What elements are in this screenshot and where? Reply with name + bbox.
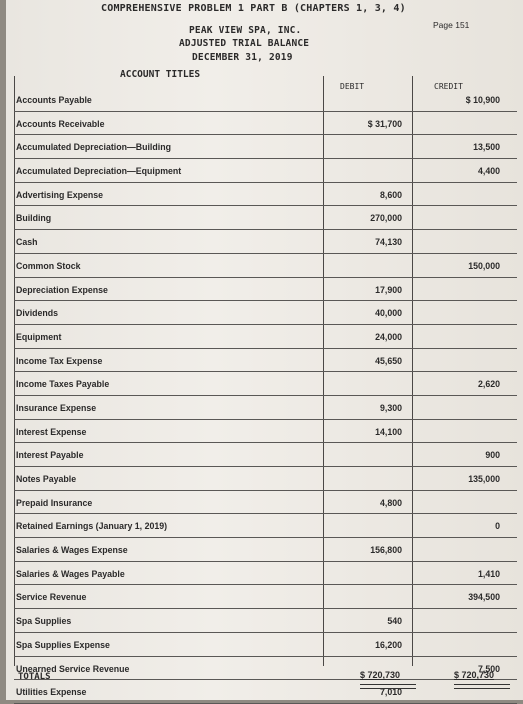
- table-row: [14, 491, 517, 515]
- table-header: [14, 69, 517, 91]
- account-name: Common Stock: [16, 260, 81, 271]
- account-name: Spa Supplies Expense: [16, 639, 110, 650]
- debit-amount: 7,010: [379, 687, 402, 698]
- account-name: Prepaid Insurance: [16, 497, 93, 508]
- account-name: Cash: [16, 237, 38, 248]
- statement-name: ADJUSTED TRIAL BALANCE: [179, 38, 310, 49]
- account-titles-header: ACCOUNT TITLES: [120, 69, 201, 80]
- account-name: Salaries & Wages Expense: [16, 545, 128, 556]
- table-row: [14, 349, 517, 373]
- account-name: Income Tax Expense: [16, 355, 103, 366]
- account-name: Spa Supplies: [16, 616, 72, 627]
- table-row: [14, 633, 517, 657]
- account-name: Service Revenue: [16, 592, 87, 603]
- totals-debit: $ 720,730: [360, 670, 401, 680]
- table-row: [14, 609, 517, 633]
- totals-row: [14, 664, 517, 694]
- debit-double-underline: [360, 684, 416, 689]
- account-name: Dividends: [16, 308, 59, 319]
- account-name: Accumulated Depreciation—Equipment: [16, 166, 182, 177]
- table-row: [14, 443, 517, 467]
- credit-amount: $ 10,900: [465, 95, 500, 105]
- account-name: Accumulated Depreciation—Building: [16, 142, 171, 153]
- table-row: [14, 325, 517, 349]
- table-body: [14, 88, 517, 704]
- debit-amount: $ 31,700: [367, 118, 402, 129]
- company-name: PEAK VIEW SPA, INC.: [189, 25, 302, 36]
- table-row: [14, 372, 517, 396]
- credit-amount: 2,620: [477, 379, 500, 390]
- trial-balance-table: [14, 69, 517, 704]
- credit-amount: 7,500: [477, 663, 500, 674]
- credit-amount: 150,000: [468, 260, 500, 271]
- table-row: [14, 562, 517, 586]
- debit-header: DEBIT: [340, 82, 365, 91]
- debit-amount: 45,650: [375, 355, 402, 366]
- debit-amount: 4,800: [379, 497, 402, 508]
- debit-amount: 17,900: [375, 284, 402, 295]
- debit-amount: 540: [387, 616, 402, 627]
- table-row: [14, 278, 517, 302]
- table-row: [14, 538, 517, 562]
- table-row: [14, 514, 517, 538]
- account-name: Accounts Payable: [16, 95, 92, 105]
- debit-amount: 156,800: [370, 545, 402, 556]
- debit-amount: 14,100: [375, 426, 402, 437]
- table-row: [14, 254, 517, 278]
- table-row: [14, 301, 517, 325]
- table-row: [14, 230, 517, 254]
- credit-amount: 13,500: [473, 142, 500, 153]
- credit-header: CREDIT: [434, 82, 463, 91]
- credit-amount: 135,000: [468, 474, 500, 484]
- account-name: Salaries & Wages Payable: [16, 568, 125, 579]
- credit-amount: 1,410: [477, 568, 500, 579]
- debit-amount: 9,300: [379, 402, 402, 413]
- account-name: Accounts Receivable: [16, 118, 105, 129]
- problem-title: COMPREHENSIVE PROBLEM 1 PART B (CHAPTERS 1, 3, 4): [101, 3, 406, 14]
- debit-amount: 40,000: [375, 308, 402, 319]
- account-name: Insurance Expense: [16, 402, 97, 413]
- account-name: Retained Earnings (January 1, 2019): [16, 521, 168, 532]
- table-row: [14, 467, 517, 491]
- table-row: [14, 159, 517, 183]
- credit-amount: 0: [495, 521, 500, 532]
- table-row: [14, 396, 517, 420]
- credit-double-underline: [454, 684, 510, 689]
- account-name: Interest Expense: [16, 426, 87, 437]
- credit-amount: 4,400: [477, 166, 500, 177]
- account-name: Interest Payable: [16, 450, 84, 461]
- debit-amount: 270,000: [370, 213, 402, 224]
- account-name: Advertising Expense: [16, 189, 104, 200]
- table-row: [14, 420, 517, 444]
- account-name: Building: [16, 213, 52, 224]
- table-row: [14, 206, 517, 230]
- account-name: Notes Payable: [16, 474, 77, 484]
- table-row: [14, 183, 517, 207]
- totals-label: TOTALS: [18, 672, 51, 682]
- table-row: [14, 585, 517, 609]
- account-name: Income Taxes Payable: [16, 379, 110, 390]
- account-name: Unearned Service Revenue: [16, 663, 130, 674]
- debit-amount: 74,130: [375, 237, 402, 248]
- account-name: Equipment: [16, 331, 62, 342]
- account-name: Depreciation Expense: [16, 284, 108, 295]
- table-row: [14, 135, 517, 159]
- debit-amount: 16,200: [375, 639, 402, 650]
- table-row: [14, 112, 517, 136]
- totals-credit: $ 720,730: [454, 670, 495, 680]
- account-name: Utilities Expense: [16, 687, 87, 698]
- debit-amount: 8,600: [379, 189, 402, 200]
- statement-date: DECEMBER 31, 2019: [192, 52, 293, 63]
- credit-amount: 394,500: [468, 592, 500, 603]
- page-number: Page 151: [433, 20, 470, 30]
- table-row: [14, 88, 517, 112]
- credit-amount: 900: [485, 450, 500, 461]
- debit-amount: 24,000: [375, 331, 402, 342]
